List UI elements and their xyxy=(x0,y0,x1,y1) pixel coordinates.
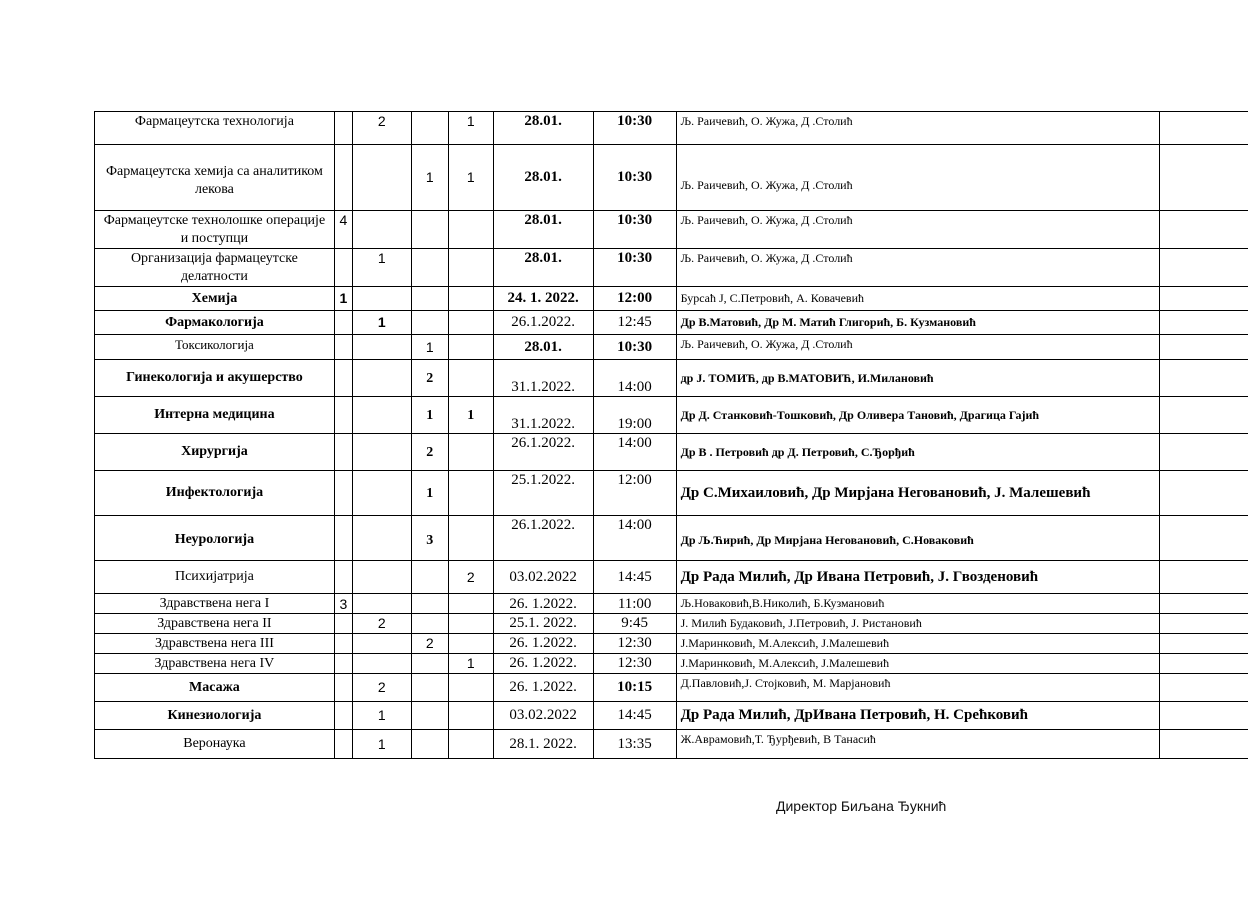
time-cell: 14:00 xyxy=(593,434,676,471)
director-signature: Директор Биљана Ђукнић xyxy=(776,798,947,814)
year-2-cell xyxy=(352,211,411,249)
year-4-cell: 1 xyxy=(448,112,493,145)
extra-cell xyxy=(1159,335,1248,360)
date-cell: 26. 1.2022. xyxy=(493,594,593,614)
year-2-cell: 1 xyxy=(352,730,411,759)
subject-cell: Организација фармацеутске делатности xyxy=(95,249,335,287)
table-row xyxy=(95,730,1248,759)
teachers-cell: Ј.Маринковић, М.Алексић, Ј.Малешевић xyxy=(676,634,1159,654)
table-row xyxy=(95,702,1248,730)
year-1-cell xyxy=(334,434,352,471)
subject-cell: Фармацеутска хемија са аналитиком лекова xyxy=(95,145,335,211)
subject-cell: Веронаука xyxy=(95,730,335,759)
subject-cell: Масажа xyxy=(95,674,335,702)
time-cell: 14:00 xyxy=(593,516,676,561)
table-row xyxy=(95,634,1248,654)
year-1-cell xyxy=(334,654,352,674)
year-3-cell xyxy=(411,561,448,594)
year-3-cell xyxy=(411,211,448,249)
year-3-cell xyxy=(411,614,448,634)
time-cell: 10:30 xyxy=(593,335,676,360)
year-4-cell xyxy=(448,634,493,654)
table-row xyxy=(95,594,1248,614)
teachers-cell: Ј. Милић Будаковић, Ј.Петровић, Ј. Ристановић xyxy=(676,614,1159,634)
year-4-cell xyxy=(448,702,493,730)
year-1-cell xyxy=(334,674,352,702)
table-row xyxy=(95,654,1248,674)
year-2-cell xyxy=(352,397,411,434)
extra-cell xyxy=(1159,112,1248,145)
time-cell: 10:30 xyxy=(593,211,676,249)
year-2-cell xyxy=(352,654,411,674)
date-cell: 25.1.2022. xyxy=(493,471,593,516)
time-cell: 10:15 xyxy=(593,674,676,702)
year-2-cell xyxy=(352,634,411,654)
year-1-cell xyxy=(334,614,352,634)
year-1-cell xyxy=(334,112,352,145)
year-3-cell: 2 xyxy=(411,434,448,471)
table-row xyxy=(95,145,1248,211)
year-1-cell xyxy=(334,145,352,211)
year-2-cell: 1 xyxy=(352,311,411,335)
time-cell: 12:00 xyxy=(593,287,676,311)
year-3-cell: 1 xyxy=(411,397,448,434)
teachers-cell: Ж.Аврамовић,Т. Ђурђевић, В Танасић xyxy=(676,730,1159,759)
teachers-cell: Д.Павловић,Ј. Стојковић, М. Марјановић xyxy=(676,674,1159,702)
year-2-cell xyxy=(352,561,411,594)
year-4-cell xyxy=(448,311,493,335)
year-3-cell: 1 xyxy=(411,145,448,211)
teachers-cell: Ј.Маринковић, М.Алексић, Ј.Малешевић xyxy=(676,654,1159,674)
date-cell: 28.01. xyxy=(493,211,593,249)
time-cell: 12:45 xyxy=(593,311,676,335)
year-4-cell xyxy=(448,471,493,516)
date-cell: 31.1.2022. xyxy=(493,360,593,397)
date-cell: 26.1.2022. xyxy=(493,516,593,561)
table-row xyxy=(95,561,1248,594)
extra-cell xyxy=(1159,674,1248,702)
year-2-cell xyxy=(352,471,411,516)
table-row xyxy=(95,249,1248,287)
year-3-cell xyxy=(411,702,448,730)
date-cell: 03.02.2022 xyxy=(493,561,593,594)
year-4-cell: 2 xyxy=(448,561,493,594)
year-3-cell xyxy=(411,311,448,335)
time-cell: 11:00 xyxy=(593,594,676,614)
date-cell: 26.1.2022. xyxy=(493,434,593,471)
extra-cell xyxy=(1159,634,1248,654)
extra-cell xyxy=(1159,702,1248,730)
year-4-cell: 1 xyxy=(448,145,493,211)
teachers-cell: Бурсаћ Ј, С.Петровић, А. Ковачевић xyxy=(676,287,1159,311)
year-2-cell: 2 xyxy=(352,112,411,145)
date-cell: 26. 1.2022. xyxy=(493,634,593,654)
year-2-cell: 1 xyxy=(352,702,411,730)
year-3-cell xyxy=(411,249,448,287)
extra-cell xyxy=(1159,561,1248,594)
year-3-cell xyxy=(411,674,448,702)
teachers-cell: др Ј. ТОМИЋ, др В.МАТОВИЋ, И.Милановић xyxy=(676,360,1159,397)
extra-cell xyxy=(1159,434,1248,471)
year-2-cell xyxy=(352,360,411,397)
time-cell: 10:30 xyxy=(593,145,676,211)
time-cell: 14:00 xyxy=(593,360,676,397)
teachers-cell: Љ. Раичевић, О. Жужа, Д .Столић xyxy=(676,335,1159,360)
teachers-cell: Љ. Раичевић, О. Жужа, Д .Столић xyxy=(676,249,1159,287)
year-4-cell xyxy=(448,249,493,287)
extra-cell xyxy=(1159,287,1248,311)
table-row xyxy=(95,471,1248,516)
table-row xyxy=(95,614,1248,634)
subject-cell: Инфектологија xyxy=(95,471,335,516)
teachers-cell: Др Рада Милић, ДрИвана Петровић, Н. Срећковић xyxy=(676,702,1159,730)
year-2-cell: 2 xyxy=(352,614,411,634)
time-cell: 9:45 xyxy=(593,614,676,634)
extra-cell xyxy=(1159,594,1248,614)
table-row xyxy=(95,516,1248,561)
year-4-cell: 1 xyxy=(448,397,493,434)
year-2-cell xyxy=(352,516,411,561)
extra-cell xyxy=(1159,249,1248,287)
teachers-cell: Др Љ.Ћирић, Др Мирјана Негованoвић, С.Новаковић xyxy=(676,516,1159,561)
extra-cell xyxy=(1159,211,1248,249)
subject-cell: Здравствена нега II xyxy=(95,614,335,634)
extra-cell xyxy=(1159,730,1248,759)
table-row xyxy=(95,335,1248,360)
time-cell: 10:30 xyxy=(593,249,676,287)
subject-cell: Фармакологија xyxy=(95,311,335,335)
year-1-cell: 1 xyxy=(334,287,352,311)
time-cell: 13:35 xyxy=(593,730,676,759)
subject-cell: Фармацеутска технологија xyxy=(95,112,335,145)
table-row xyxy=(95,211,1248,249)
exam-schedule-table xyxy=(94,111,1248,759)
year-3-cell xyxy=(411,287,448,311)
year-1-cell xyxy=(334,730,352,759)
extra-cell xyxy=(1159,397,1248,434)
year-4-cell xyxy=(448,335,493,360)
table-row xyxy=(95,311,1248,335)
teachers-cell: Љ.Новаковић,В.Николић, Б.Кузмановић xyxy=(676,594,1159,614)
table-row xyxy=(95,674,1248,702)
year-3-cell: 2 xyxy=(411,360,448,397)
extra-cell xyxy=(1159,471,1248,516)
year-3-cell xyxy=(411,654,448,674)
table-row xyxy=(95,434,1248,471)
teachers-cell: Др Рада Милић, Др Ивана Петровић, Ј. Гвозденовић xyxy=(676,561,1159,594)
teachers-cell: Др Д. Станковић-Тошковић, Др Оливера Тановић, Драгица Гајић xyxy=(676,397,1159,434)
teachers-cell: Љ. Раичевић, О. Жужа, Д .Столић xyxy=(676,145,1159,211)
date-cell: 26.1.2022. xyxy=(493,311,593,335)
year-4-cell xyxy=(448,287,493,311)
extra-cell xyxy=(1159,516,1248,561)
date-cell: 28.01. xyxy=(493,335,593,360)
year-4-cell xyxy=(448,730,493,759)
year-3-cell xyxy=(411,730,448,759)
date-cell: 26. 1.2022. xyxy=(493,654,593,674)
subject-cell: Гинекологија и акушерство xyxy=(95,360,335,397)
time-cell: 19:00 xyxy=(593,397,676,434)
year-1-cell xyxy=(334,311,352,335)
year-2-cell xyxy=(352,335,411,360)
year-1-cell xyxy=(334,335,352,360)
date-cell: 03.02.2022 xyxy=(493,702,593,730)
teachers-cell: Др В.Матовић, Др М. Матић Глигорић, Б. Кузмановић xyxy=(676,311,1159,335)
subject-cell: Психијатрија xyxy=(95,561,335,594)
year-4-cell xyxy=(448,614,493,634)
date-cell: 24. 1. 2022. xyxy=(493,287,593,311)
year-4-cell xyxy=(448,516,493,561)
extra-cell xyxy=(1159,311,1248,335)
subject-cell: Здравствена нега IV xyxy=(95,654,335,674)
teachers-cell: Др В . Петровић др Д. Петровић, С.Ђорђић xyxy=(676,434,1159,471)
year-3-cell: 2 xyxy=(411,634,448,654)
subject-cell: Кинезиологија xyxy=(95,702,335,730)
time-cell: 14:45 xyxy=(593,561,676,594)
extra-cell xyxy=(1159,360,1248,397)
year-1-cell xyxy=(334,249,352,287)
extra-cell xyxy=(1159,614,1248,634)
subject-cell: Хемија xyxy=(95,287,335,311)
year-3-cell xyxy=(411,112,448,145)
year-3-cell xyxy=(411,594,448,614)
subject-cell: Интерна медицина xyxy=(95,397,335,434)
table-row xyxy=(95,397,1248,434)
year-1-cell: 4 xyxy=(334,211,352,249)
subject-cell: Токсикологија xyxy=(95,335,335,360)
year-4-cell: 1 xyxy=(448,654,493,674)
year-1-cell xyxy=(334,702,352,730)
year-2-cell: 2 xyxy=(352,674,411,702)
year-1-cell xyxy=(334,360,352,397)
year-3-cell: 3 xyxy=(411,516,448,561)
table-row xyxy=(95,287,1248,311)
subject-cell: Хирургија xyxy=(95,434,335,471)
year-1-cell xyxy=(334,516,352,561)
year-4-cell xyxy=(448,211,493,249)
subject-cell: Здравствена нега III xyxy=(95,634,335,654)
year-2-cell xyxy=(352,145,411,211)
year-1-cell xyxy=(334,471,352,516)
time-cell: 12:30 xyxy=(593,654,676,674)
time-cell: 12:00 xyxy=(593,471,676,516)
date-cell: 26. 1.2022. xyxy=(493,674,593,702)
year-4-cell xyxy=(448,434,493,471)
extra-cell xyxy=(1159,145,1248,211)
year-3-cell: 1 xyxy=(411,335,448,360)
year-2-cell xyxy=(352,287,411,311)
teachers-cell: Љ. Раичевић, О. Жужа, Д .Столић xyxy=(676,211,1159,249)
date-cell: 28.01. xyxy=(493,249,593,287)
year-3-cell: 1 xyxy=(411,471,448,516)
year-2-cell: 1 xyxy=(352,249,411,287)
year-2-cell xyxy=(352,434,411,471)
date-cell: 25.1. 2022. xyxy=(493,614,593,634)
teachers-cell: Љ. Раичевић, О. Жужа, Д .Столић xyxy=(676,112,1159,145)
year-4-cell xyxy=(448,594,493,614)
table-row xyxy=(95,360,1248,397)
year-4-cell xyxy=(448,674,493,702)
table-row xyxy=(95,112,1248,145)
time-cell: 10:30 xyxy=(593,112,676,145)
date-cell: 28.01. xyxy=(493,112,593,145)
teachers-cell: Др С.Михаиловић, Др Мирјана Негованoвић, Ј. Малешевић xyxy=(676,471,1159,516)
subject-cell: Неурологија xyxy=(95,516,335,561)
date-cell: 31.1.2022. xyxy=(493,397,593,434)
time-cell: 14:45 xyxy=(593,702,676,730)
subject-cell: Здравствена нега I xyxy=(95,594,335,614)
year-4-cell xyxy=(448,360,493,397)
year-1-cell: 3 xyxy=(334,594,352,614)
date-cell: 28.1. 2022. xyxy=(493,730,593,759)
year-1-cell xyxy=(334,634,352,654)
subject-cell: Фармацеутске технолошке операције и поступци xyxy=(95,211,335,249)
extra-cell xyxy=(1159,654,1248,674)
year-1-cell xyxy=(334,561,352,594)
year-1-cell xyxy=(334,397,352,434)
year-2-cell xyxy=(352,594,411,614)
date-cell: 28.01. xyxy=(493,145,593,211)
time-cell: 12:30 xyxy=(593,634,676,654)
